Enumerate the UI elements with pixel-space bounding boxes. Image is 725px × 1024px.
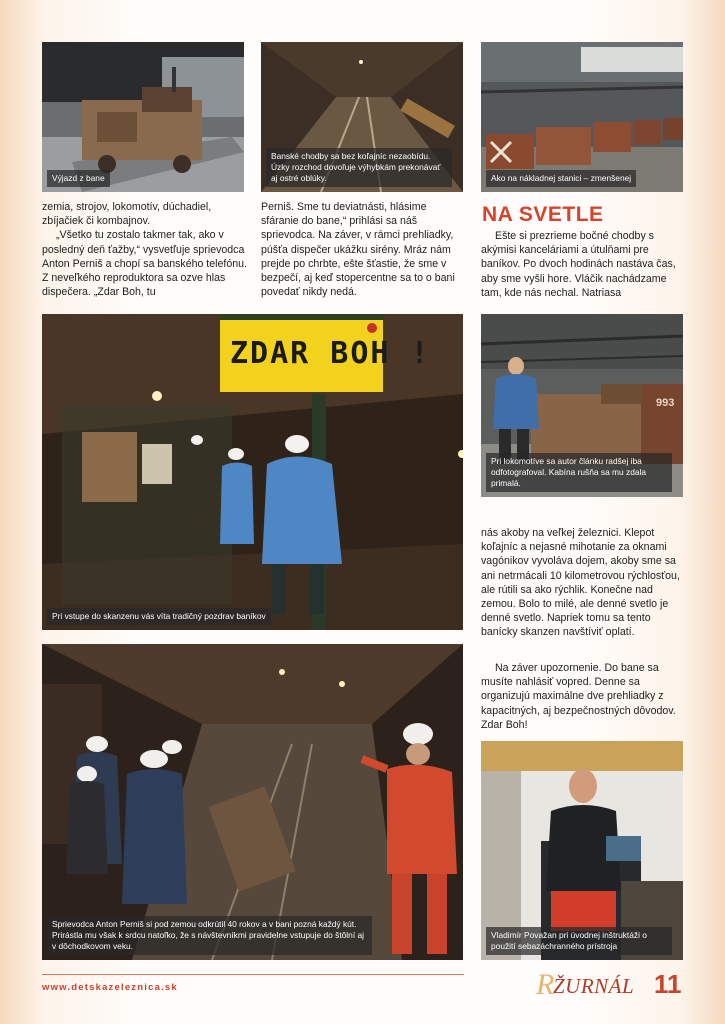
photo-freight-station <box>481 42 683 192</box>
page-number: 11 <box>654 969 682 999</box>
paragraph: nás akoby na veľkej železnici. Klepot koľajníc a nejasné mihotanie za oknami vagónikov vyvoláva dojem, akoby sme sa ani netrmácali 10 kilometrovou rýchlosťou, ale rútili sa ako rýchlik. Konečne nad zemou. Bolo to milé, ale denné svetlo je denné svetlo. Napriek tomu sa tento banícky skanzen navštíviť oplatí. <box>481 527 680 639</box>
photo-caption: Výjazd z bane <box>47 170 110 187</box>
photo-caption: Pri vstupe do skanzenu vás víta tradičný pozdrav baníkov <box>47 608 271 625</box>
photo-caption: Ako na nákladnej stanici – zmenšenej <box>486 170 636 187</box>
brand-name: ŽURNÁL <box>553 974 635 998</box>
footer-divider <box>42 974 464 975</box>
photo-caption: Sprievodca Anton Perniš si pod zemou odkrútil 40 rokov a v bani pozná každý kút. Prirástla mu však k srdcu natoľko, že s návštevníkmi pravidelne vstupuje do štôlní aj v dôchodkovom veku. <box>47 916 372 955</box>
photo-author-locomotive <box>481 314 683 497</box>
article-column-1 <box>42 200 247 299</box>
photo-skanzen-entrance <box>42 314 463 630</box>
paragraph: zemia, strojov, lokomotív, dúchadiel, zbíjačiek či kombajnov. <box>42 201 212 228</box>
article-column-3-top <box>481 229 685 300</box>
photo-safety-instruction <box>481 741 683 960</box>
photo-mine-exit-locomotive <box>42 42 244 192</box>
photo-guide-with-visitors <box>42 644 463 960</box>
paragraph: Perniš. Sme tu deviatnásti, hlásime sfáranie do bane,“ prihlási sa náš sprievodca. Na záver, v rámci prehliadky, púšťa dispečer ukážku sirény. Mráz nám prejde po chrbte, ešte šťastie, že sme v bezpečí, aj keď stopercentne sa to o bani povedať nikdy nedá. <box>261 201 455 299</box>
article-column-3-middle <box>481 526 685 640</box>
brand-letter: R <box>536 968 555 1001</box>
photo-mine-corridor-rails <box>261 42 463 192</box>
paragraph: Na záver upozornenie. Do bane sa musíte nahlásiť vopred. Denne sa organizujú maximálne dve prehliadky z kapacitných, aj bezpečnostných dôvodov. Zdar Boh! <box>481 662 676 731</box>
photo-caption: Pri lokomotíve sa autor článku radšej iba odfotografoval. Kabína rušňa sa mu zdala primalá. <box>486 453 672 492</box>
section-heading: NA SVETLE <box>482 203 604 226</box>
article-column-3-bottom <box>481 661 685 732</box>
photo-caption: Vladimír Považan pri úvodnej inštruktáži o použití sebazáchranného prístroja <box>486 927 672 955</box>
paragraph: Ešte si prezrieme bočné chodby s akýmisi kanceláriami a útulňami pre baníkov. Po dvoch hodinách nastáva čas, aby sme vyšli hore. Vláčik nachádzame tam, kde nás nechal. Natriasa <box>481 230 676 299</box>
photo-caption: Banské chodby sa bez koľajníc nezaobídu. Úzky rozchod dovoľuje výhybkám prekonávať aj ostré oblúky. <box>266 148 452 187</box>
article-column-2 <box>261 200 466 299</box>
paragraph: „Všetko tu zostalo takmer tak, ako v posledný deň ťažby,“ vysvetľuje sprievodca Anton Perniš a chopí sa banského telefónu. Z neveľkého reproduktora sa ozve hlas dispečera. „Zdar Boh, tu <box>42 229 247 299</box>
footer-website-link[interactable]: www.detskazeleznica.sk <box>42 982 178 993</box>
guide-illustration <box>42 644 463 960</box>
zdar-boh-sign: ZDAR BOH ! <box>230 336 431 371</box>
locomotive-number: 993 <box>656 397 675 409</box>
